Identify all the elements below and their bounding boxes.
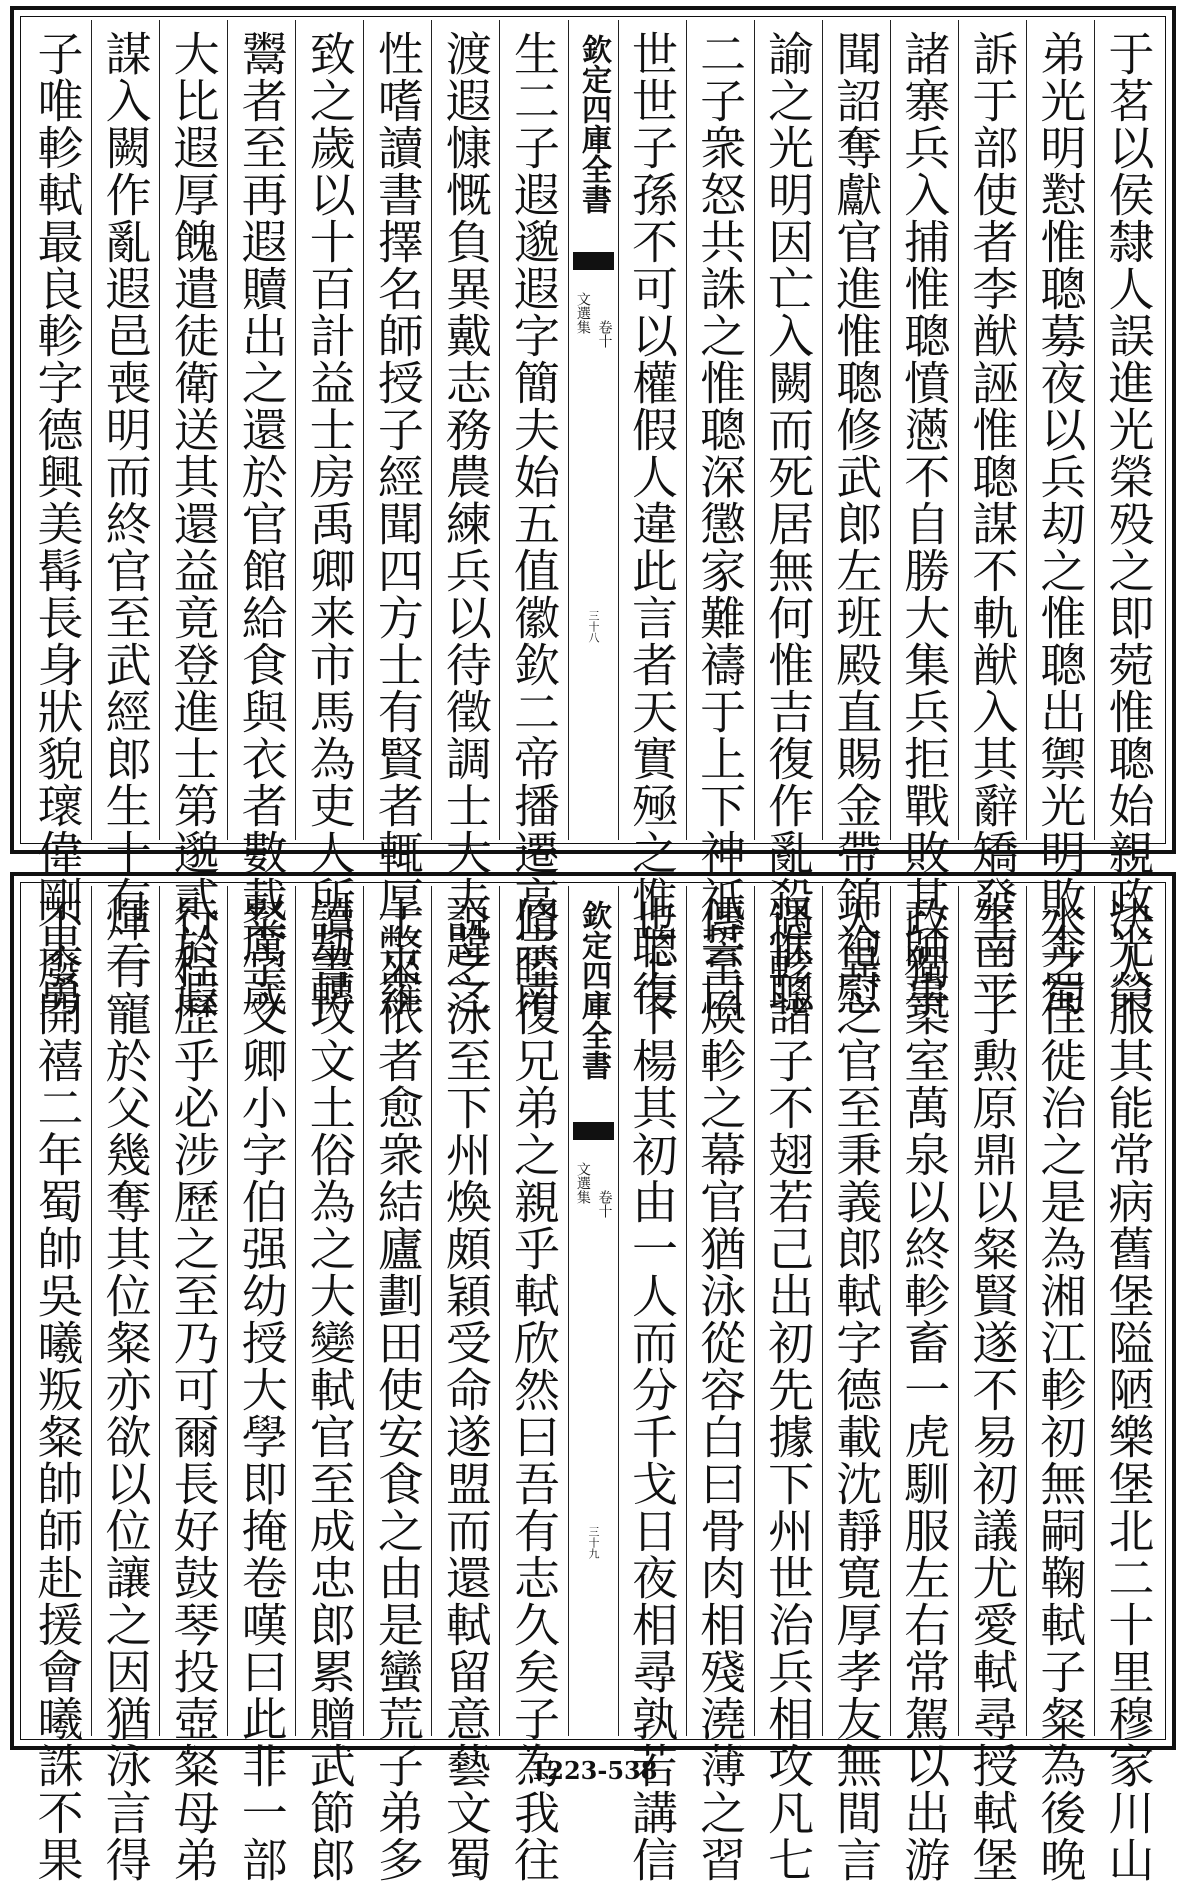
volume-label: 卷十 [596,1190,613,1218]
page-spine [568,20,618,840]
column-text: 士來依者愈衆結廬劃田使安食之由是蠻荒子弟多 [370,896,425,1883]
text-column [24,20,91,1017]
top-page [10,6,1176,1017]
book-title: 欽定四庫全書 [576,34,611,214]
text-column [499,886,567,1883]
top-page-columns [24,20,1162,1017]
column-text: 行程歷乎必涉歷之至乃可爾長好鼓琴投壺粲母弟 [166,896,221,1883]
text-column [159,886,227,1883]
footer-page-label: 1223-538 [530,1756,658,1785]
collection-title: 文選集 [574,292,591,334]
column-text: 生二子遐邈遐字簡夫始五值徽欽二帝播遷高宗南 [506,30,561,1017]
text-column [431,20,499,1017]
text-column [431,886,499,1883]
text-column [1026,20,1094,1017]
column-text: 二子衆怒共誅之惟聰深懲家難禱于上下神祇誓曰 [693,30,748,1017]
volume-label: 卷十 [596,320,613,348]
column-text: 也上下楊其初由一人而分千戈日夜相尋孰若講信 [625,896,680,1883]
column-text: 諭之光明因亡入闕而死居無何惟吉復作亂殺惟聰 [761,30,816,1017]
text-column [499,20,567,1017]
text-column [958,20,1026,1017]
column-text: 傳至煥軫之幕官猶泳從容白曰骨肉相殘澆薄之習 [693,896,748,1883]
page-number: 三十八 [587,610,600,643]
column-text: 鬻者至再遐贖出之還於官館給食與衣者數載厲歲 [234,30,289,1017]
fish-tail-mark [573,1122,614,1140]
text-column [24,886,91,1883]
text-column [822,20,890,1017]
column-text: 脩睦復兄弟之親乎軾欣然曰吾有志久矣子為我往 [506,896,561,1883]
text-column [91,20,159,970]
text-column [618,20,686,1017]
text-column [822,886,890,1883]
column-text: 諸寨兵入捕惟聰憤懣不自勝大集兵拒戰敗其師事 [897,30,952,1017]
column-text: 不廢開禧二年蜀帥吳曦叛粲帥師赴援會曦誅不果 [30,896,85,1883]
column-text: 水之佳徙治之是為湘江軫初無嗣鞠軾子粲為後晚 [1033,896,1088,1883]
page-number: 三十九 [587,1526,600,1559]
column-text: 粲字文卿小字伯强幼授大學即掩卷嘆曰此非一部 [234,896,289,1883]
column-text: 聞詔奪獻官進惟聰修武郎左班殿直賜金帶錦袍慰 [829,30,884,1017]
column-text: 遇軫諸子不翅若己出初先據下州世治兵相攻凡七 [761,896,816,1883]
column-text: 謀入闕作亂遐邑喪明而終官至武經郎生十有三 [98,30,153,970]
column-text: 世世子孫不可以權假人違此言者天實殛之惟聰復 [625,30,680,1017]
text-column [686,20,754,1017]
column-text: 决人服其能常病舊堡隘陋樂堡北二十里穆家川山 [1101,896,1156,1883]
text-column [890,886,958,1883]
column-text: 人異之官至秉義郎軾字德載沈靜寛厚孝友無間言 [829,896,884,1883]
text-column [227,20,295,1017]
text-column [227,886,295,1883]
column-text: 性嗜讀書擇名師授子經聞四方士有賢者輒厚幣羅 [370,30,425,1017]
text-column [754,20,822,1017]
text-column [159,20,227,1017]
text-column [686,886,754,1883]
column-text: 煇有寵於父幾奪其位粲亦欲以位讓之因猶泳言得 [98,896,153,1883]
column-text: 弟光明懟惟聰募夜以兵刧之惟聰出禦光明敗奔蜀 [1033,30,1088,1017]
text-column [1026,886,1094,1883]
page-spine [568,886,618,1736]
text-column [295,20,363,1017]
text-column [363,20,431,1017]
text-column [363,886,431,1883]
fish-tail-mark [573,252,614,270]
column-text: 子唯軫軾最良軫字德興美髯長身狀貌瓌偉剛果勇 [30,30,85,1017]
text-column [1094,886,1162,1883]
collection-title: 文選集 [574,1162,591,1204]
column-text: 渡遐慷慨負異戴志務農練兵以待徵調士大夫韙之 [438,30,493,1017]
column-text: 生三子勲原鼎以粲賢遂不易初議尤愛軾尋授軾堡 [965,896,1020,1883]
column-text: 讀書攻文土俗為之大變軾官至成忠郎累贈武節郎 [302,896,357,1883]
column-text: 致之歲以十百計益士房禹卿来市馬為吏人所刧轉 [302,30,357,1017]
column-text: 説之泳至下州煥頗穎受命遂盟而還軾留意藝文蜀 [438,896,493,1883]
text-column [890,20,958,1017]
column-text: 大比遐厚餽遣徒衛送其還益竟登進士第邈貳於遐 [166,30,221,1017]
text-column [1094,20,1162,1017]
text-column [618,886,686,1883]
text-column [295,886,363,1883]
column-text: 于茗以侯隸人誤進光榮殁之即菀惟聰始親政光榮 [1101,30,1156,1017]
text-column [754,886,822,1883]
text-column [91,886,159,1883]
book-title: 欽定四庫全書 [576,900,611,1080]
column-text: 訴于部使者李猷誣惟聰謀不軌猷入其辭矯發南平 [965,30,1020,1017]
column-text: 政獨築室萬泉以終軫畜一虎馴服左右常駕以出游 [897,896,952,1883]
text-column [958,886,1026,1883]
